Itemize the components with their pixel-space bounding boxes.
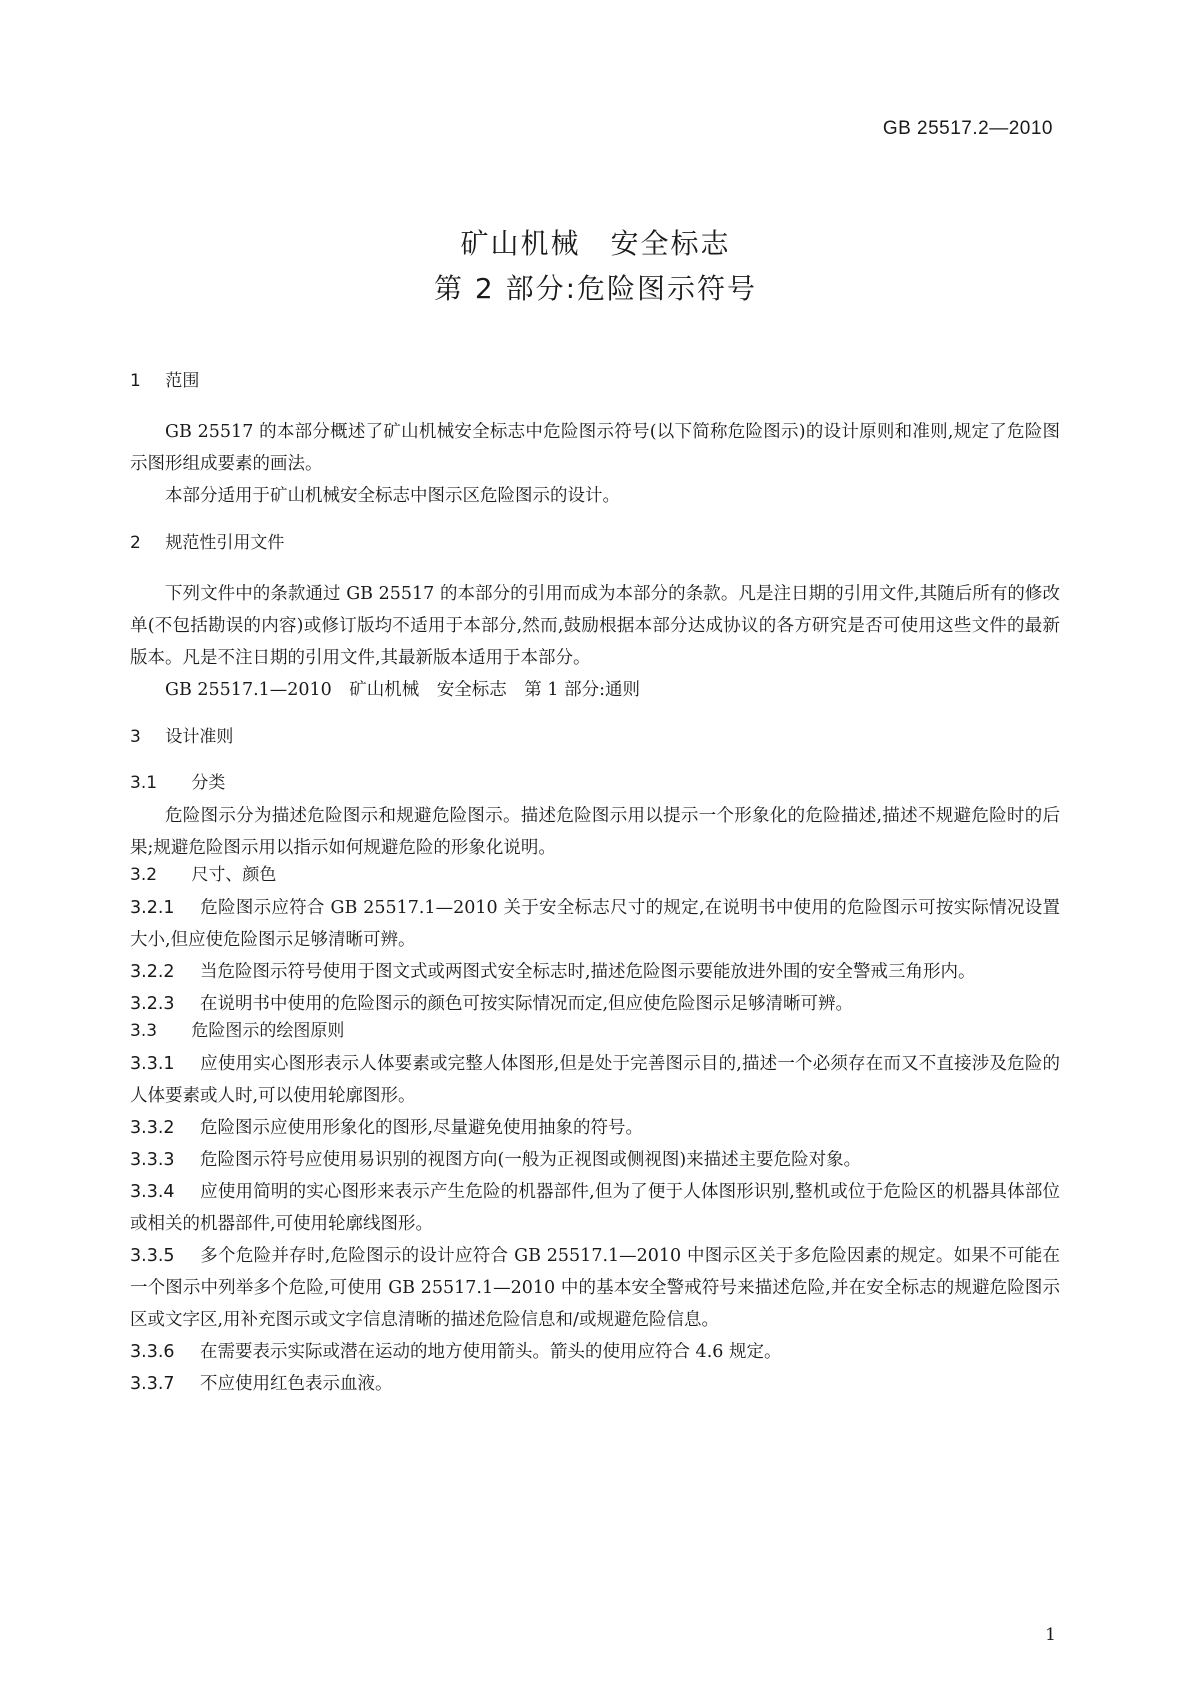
clause-number: 3.2.3 [130,994,175,1014]
clause-text: 危险图示应使用形象化的图形,尽量避免使用抽象的符号。 [200,1118,644,1138]
clause-text: 应使用简明的实心图形来表示产生危险的机器部件,但为了便于人体图形识别,整机或位于危险区的机器具体部位或相关的机器部件,可使用轮廓线图形。 [130,1182,1060,1234]
document-title-line2: 第 2 部分:危险图示符号 [433,272,758,305]
section-heading [130,370,1060,392]
paragraph: 危险图示分为描述危险图示和规避危险图示。描述危险图示用以提示一个形象化的危险描述,描述不规避危险时的后果;规避危险图示用以指示如何规避危险的形象化说明。 [130,806,1060,858]
document-title-line1: 矿山机械 安全标志 [460,227,731,260]
clause [130,1048,1060,1112]
clause-text: 当危险图示符号使用于图文式或两图式安全标志时,描述危险图示要能放进外围的安全警戒三角形内。 [200,962,976,982]
subsection-heading [130,864,1060,886]
paragraph: 下列文件中的条款通过 GB 25517 的本部分的引用而成为本部分的条款。凡是注日期的引用文件,其随后所有的修改单(不包括勘误的内容)或修订版均不适用于本部分,然而,鼓励根据本部分达成协议的各方研究是否可使用这些文件的最新版本。凡是不注日期的引用文件,其最新版本适用于本部分。 [130,584,1060,668]
clause-number: 3.3.3 [130,1150,175,1170]
clause-number: 3.3.5 [130,1246,175,1266]
section-title: 规范性引用文件 [165,533,285,553]
subsection-number: 3.2 [130,865,158,885]
clause-number: 3.3.6 [130,1342,175,1362]
clause-text: 危险图示应符合 GB 25517.1—2010 关于安全标志尺寸的规定,在说明书中使用的危险图示可按实际情况设置大小,但应使危险图示足够清晰可辨。 [130,898,1060,950]
subsection-heading [130,1020,1060,1042]
clause-number: 3.2.1 [130,898,175,918]
section-title: 范围 [165,371,200,391]
subsection-number: 3.1 [130,773,158,793]
clause [130,988,1060,1020]
clause-number: 3.2.2 [130,962,175,982]
section-number: 1 [130,371,141,391]
clause-number: 3.3.4 [130,1182,175,1202]
page-number: 1 [1045,1625,1056,1645]
subsection-title: 危险图示的绘图原则 [191,1021,345,1041]
clause [130,1240,1060,1336]
section-number: 3 [130,727,141,747]
clause [130,1368,1060,1400]
document-body [130,370,1060,1400]
clause-text: 不应使用红色表示血液。 [200,1374,393,1394]
reference-entry: GB 25517.1—2010 矿山机械 安全标志 第 1 部分:通则 [165,680,640,700]
clause [130,892,1060,956]
clause-text: 在需要表示实际或潜在运动的地方使用箭头。箭头的使用应符合 4.6 规定。 [200,1342,782,1362]
clause-text: 在说明书中使用的危险图示的颜色可按实际情况而定,但应使危险图示足够清晰可辨。 [200,994,854,1014]
subsection-title: 尺寸、颜色 [191,865,277,885]
clause [130,956,1060,988]
clause-text: 危险图示符号应使用易识别的视图方向(一般为正视图或侧视图)来描述主要危险对象。 [200,1150,862,1170]
clause [130,1176,1060,1240]
section-title: 设计准则 [165,727,234,747]
section-heading [130,726,1060,748]
standard-number: GB 25517.2—2010 [882,118,1053,139]
clause [130,1144,1060,1176]
paragraph: GB 25517 的本部分概述了矿山机械安全标志中危险图示符号(以下简称危险图示)的设计原则和准则,规定了危险图示图形组成要素的画法。 [130,422,1060,474]
clause-number: 3.3.7 [130,1374,175,1394]
clause-number: 3.3.2 [130,1118,175,1138]
section-heading [130,532,1060,554]
subsection-heading [130,772,1060,794]
paragraph: 本部分适用于矿山机械安全标志中图示区危险图示的设计。 [165,486,620,506]
clause-text: 多个危险并存时,危险图示的设计应符合 GB 25517.1—2010 中图示区关于多危险因素的规定。如果不可能在一个图示中列举多个危险,可使用 GB 25517.1—2010 中的基本安全警戒符号来描述危险,并在安全标志的规避危险图示区或文字区,用补充图示或文字信息清晰的描述危险信息和/或规避危险信息。 [130,1246,1060,1330]
clause-number: 3.3.1 [130,1054,175,1074]
clause [130,1336,1060,1368]
clause [130,1112,1060,1144]
section-number: 2 [130,533,141,553]
subsection-number: 3.3 [130,1021,158,1041]
clause-text: 应使用实心图形表示人体要素或完整人体图形,但是处于完善图示目的,描述一个必须存在而又不直接涉及危险的人体要素或人时,可以使用轮廓图形。 [130,1054,1060,1106]
subsection-title: 分类 [191,773,226,793]
